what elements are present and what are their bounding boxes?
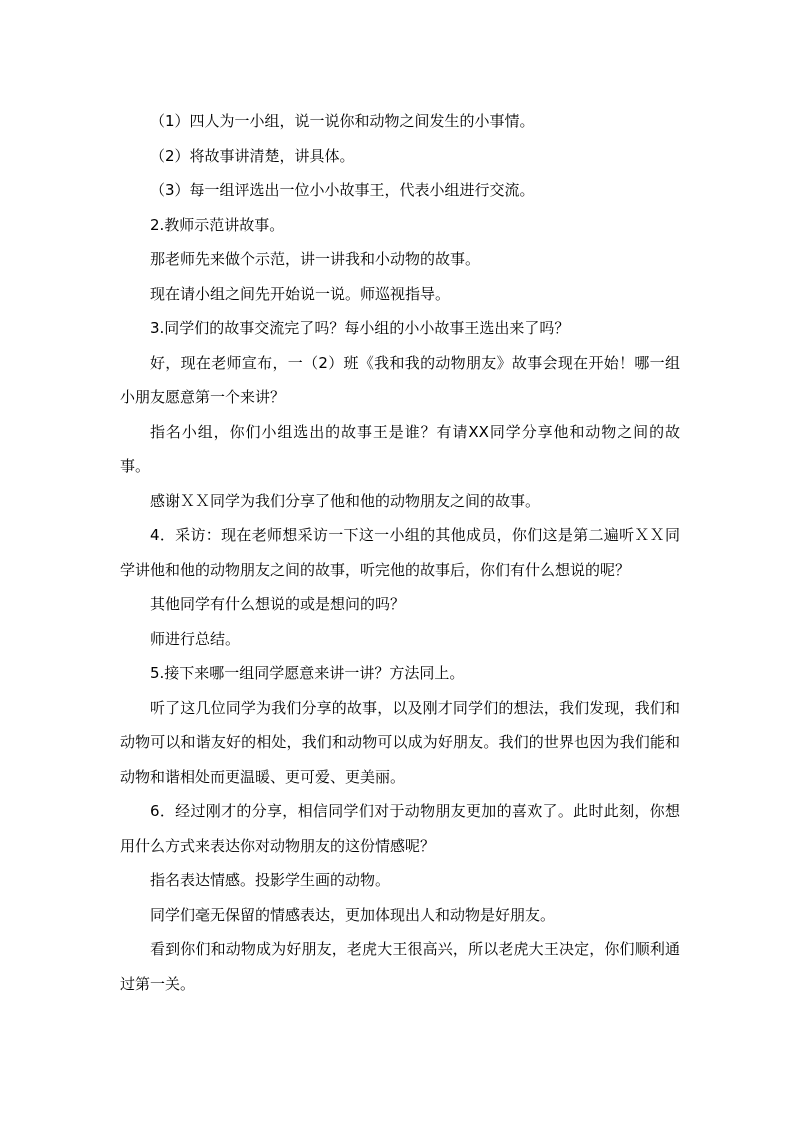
paragraph-group-rule-1: （1）四人为一小组，说一说你和动物之间发生的小事情。	[150, 112, 535, 130]
paragraph-pass-first-level: 看到你们和动物成为好朋友，老虎大王很高兴，所以老虎大王决定，你们顺利通过第一关。	[120, 940, 680, 993]
paragraph-step-2-heading: 2.教师示范讲故事。	[150, 215, 285, 234]
paragraph-step-3-heading: 3.同学们的故事交流完了吗？每小组的小小故事王选出来了吗？	[150, 319, 570, 337]
paragraph-step-5-heading: 5.接下来哪一组同学愿意来讲一讲？方法同上。	[150, 664, 465, 682]
paragraph-name-group: 指名小组，你们小组选出的故事王是谁？有请XX同学分享他和动物之间的故事。	[120, 422, 680, 475]
paragraph-teacher-summary: 师进行总结。	[150, 629, 241, 648]
paragraph-thanks: 感谢ＸＸ同学为我们分享了他和他的动物朋友之间的故事。	[150, 491, 541, 510]
paragraph-group-rule-2: （2）将故事讲清楚，讲具体。	[150, 146, 355, 165]
paragraph-teacher-demo: 那老师先来做个示范，讲一讲我和小动物的故事。	[150, 250, 481, 268]
paragraph-step-4-interview: 4．采访：现在老师想采访一下这一小组的其他成员，你们这是第二遍听ＸＸ同学讲他和他的动物朋友之间的故事，听完他的故事后，你们有什么想说的呢？	[120, 526, 680, 579]
document-body	[120, 104, 680, 1001]
paragraph-story-meeting-start: 好，现在老师宣布，一（2）班《我和我的动物朋友》故事会现在开始！哪一组小朋友愿意第一个来讲？	[120, 353, 680, 406]
paragraph-step-6-expression: 6．经过刚才的分享，相信同学们对于动物朋友更加的喜欢了。此时此刻，你想用什么方式来表达你对动物朋友的这份情感呢？	[120, 802, 680, 855]
paragraph-group-rule-3: （3）每一组评选出一位小小故事王，代表小组进行交流。	[150, 181, 535, 199]
paragraph-other-students: 其他同学有什么想说的或是想问的吗？	[150, 595, 406, 613]
paragraph-group-discussion: 现在请小组之间先开始说一说。师巡视指导。	[150, 284, 451, 303]
paragraph-friendship-conclusion: 听了这几位同学为我们分享的故事，以及刚才同学们的想法，我们发现，我们和动物可以和谐友好的相处，我们和动物可以成为好朋友。我们的世界也因为我们能和动物和谐相处而更温暖、更可爱、更美丽。	[120, 698, 680, 786]
paragraph-express-feelings: 指名表达情感。投影学生画的动物。	[150, 871, 391, 889]
paragraph-feelings-summary: 同学们毫无保留的情感表达，更加体现出人和动物是好朋友。	[150, 905, 556, 924]
